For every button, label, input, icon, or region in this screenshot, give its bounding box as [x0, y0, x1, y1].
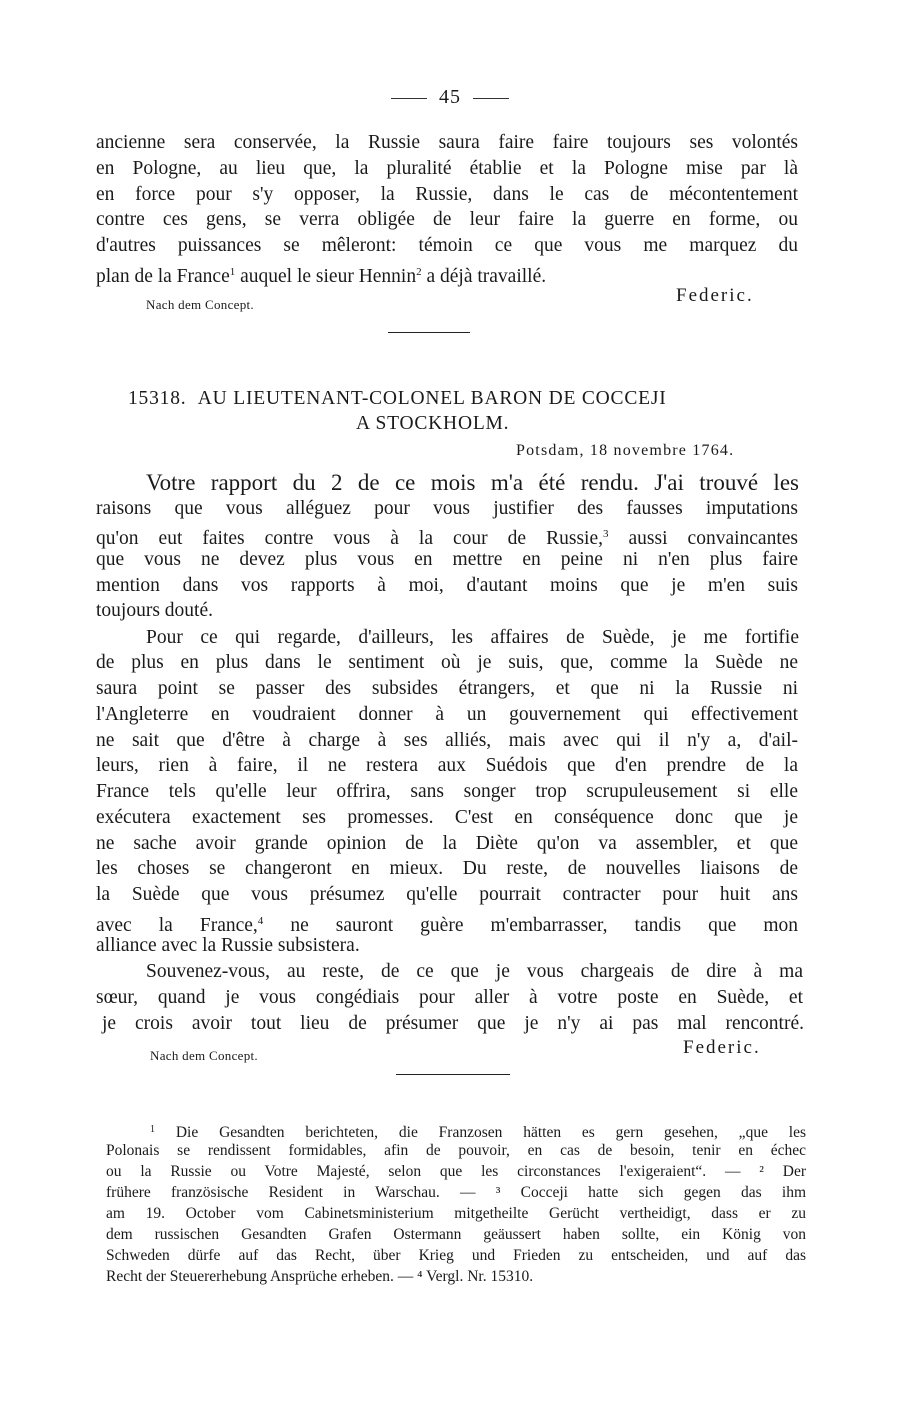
- text-fragment: qu'on eut faites contre vous à la cour de Russie,: [96, 528, 603, 549]
- footnote-line: frühere französische Resident in Warschau. — ³ Cocceji hatte sich gegen das ihm: [106, 1184, 806, 1201]
- source-note: Nach dem Concept.: [146, 297, 254, 312]
- page-header: [0, 86, 900, 109]
- source-note: Nach dem Concept.: [150, 1048, 258, 1063]
- section-divider: [396, 1074, 510, 1075]
- footnote-line: am 19. October vom Cabinetsministerium mitgetheilte Gerücht vertheidigt, dass er zu: [106, 1205, 806, 1222]
- footnote-text: Die Gesandten berichteten, die Franzosen hätten es gern gesehen, „que les: [175, 1124, 807, 1141]
- footnote-mark: 4: [257, 915, 264, 927]
- text-line: en Pologne, au lieu que, la pluralité établie et la Pologne mise par là: [96, 158, 798, 179]
- text-line: ancienne sera conservée, la Russie saura faire faire toujours ses volontés: [96, 132, 798, 153]
- text-line: exécutera exactement ses promesses. C'est en conséquence donc que je: [96, 807, 798, 828]
- text-fragment: a déjà travaillé.: [421, 266, 547, 287]
- initial-text: Votre rapport du 2 de ce mois m'a été rendu. J'ai trouvé les: [146, 470, 799, 495]
- header-dash-right: [473, 98, 509, 99]
- letter-number: 15318.: [128, 388, 187, 409]
- footnote-mark: 1: [229, 266, 236, 278]
- footnote-line: Polonais se rendissent formidables, afin de pouvoir, en cas de besoin, tenir en échec: [106, 1142, 806, 1159]
- footnote-line: dem russischen Gesandten Grafen Ostermann geäussert haben sollte, ein König von: [106, 1226, 806, 1243]
- text-line: raisons que vous alléguez pour vous justifier des fausses imputations: [96, 498, 798, 519]
- footnote-mark: 3: [603, 528, 609, 540]
- text-line: en force pour s'y opposer, la Russie, dans le cas de mécontentement: [96, 184, 798, 205]
- text-line: mention dans vos rapports à moi, d'autant moins que je m'en suis: [96, 575, 798, 596]
- text-line: sœur, quand je vous congédiais pour aller à votre poste en Suède, et: [96, 987, 803, 1008]
- text-line: leurs, rien à faire, il ne restera aux Suédois que d'en prendre de la: [96, 755, 798, 776]
- footnote-line: Schweden dürfe auf das Recht, über Krieg und Frieden zu entscheiden, und auf das: [106, 1247, 806, 1264]
- text-fragment: avec la France,: [96, 915, 258, 936]
- letter-heading: [128, 388, 667, 410]
- footnote-line: [150, 1120, 806, 1143]
- footnote-mark: 1: [150, 1124, 155, 1135]
- text-line: de plus en plus dans le sentiment où je suis, que, comme la Suède ne: [96, 652, 798, 673]
- text-line: Souvenez-vous, au reste, de ce que je vous chargeais de dire à ma: [146, 961, 803, 982]
- footnote-line: ou la Russie ou Votre Majesté, selon que les circonstances l'exigeraient“. — ² Der: [106, 1163, 806, 1180]
- signature: Federic.: [683, 1037, 761, 1058]
- text-line: Pour ce qui regarde, d'ailleurs, les affaires de Suède, je me fortifie: [146, 627, 799, 648]
- text-line: contre ces gens, se verra obligée de leur faire la guerre en forme, ou: [96, 209, 798, 230]
- text-line: [96, 522, 798, 551]
- letter-dateline: Potsdam, 18 novembre 1764.: [516, 442, 735, 459]
- text-fragment: plan de la France: [96, 266, 230, 287]
- text-line: [146, 471, 799, 497]
- text-line: alliance avec la Russie subsistera.: [96, 935, 360, 956]
- text-fragment: auquel le sieur Hennin: [235, 266, 417, 287]
- text-line: ne sache avoir grande opinion de la Diète qu'on va assembler, et que: [96, 833, 798, 854]
- page-number: 45: [439, 86, 461, 108]
- text-line: que vous ne devez plus vous en mettre en peine ni n'en plus faire: [96, 549, 798, 570]
- text-line: France tels qu'elle leur offrira, sans songer trop scrupuleusement si elle: [96, 781, 798, 802]
- footnote-mark: 2: [416, 266, 422, 278]
- text-line: saura point se passer des subsides étrangers, et que ni la Russie ni: [96, 678, 798, 699]
- header-dash-left: [391, 98, 427, 99]
- text-line: la Suède que vous présumez qu'elle pourrait contracter pour huit ans: [96, 884, 798, 905]
- text-fragment: ne sauront guère m'embarrasser, tandis que mon: [263, 915, 798, 936]
- text-line: je crois avoir tout lieu de présumer que je n'y ai pas mal rencontré.: [102, 1013, 804, 1034]
- letter-place: A STOCKHOLM.: [356, 413, 510, 434]
- text-line: ne sait que d'être à charge à ses alliés, mais avec qui il n'y a, d'ail-: [96, 730, 798, 751]
- text-fragment: aussi convaincantes: [608, 528, 798, 549]
- letter-addressee: AU LIEUTENANT-COLONEL BARON DE COCCEJI: [197, 388, 667, 409]
- text-line: d'autres puissances se mêleront: témoin ce que vous me marquez du: [96, 235, 798, 256]
- text-line: les choses se changeront en mieux. Du reste, de nouvelles liaisons de: [96, 858, 798, 879]
- signature: Federic.: [676, 285, 754, 306]
- section-divider: [388, 332, 470, 333]
- footnote-line: Recht der Steuererhebung Ansprüche erheben. — ⁴ Vergl. Nr. 15310.: [106, 1268, 534, 1285]
- text-line: l'Angleterre en voudraient donner à un gouvernement qui effectivement: [96, 704, 798, 725]
- text-line: toujours douté.: [96, 600, 213, 621]
